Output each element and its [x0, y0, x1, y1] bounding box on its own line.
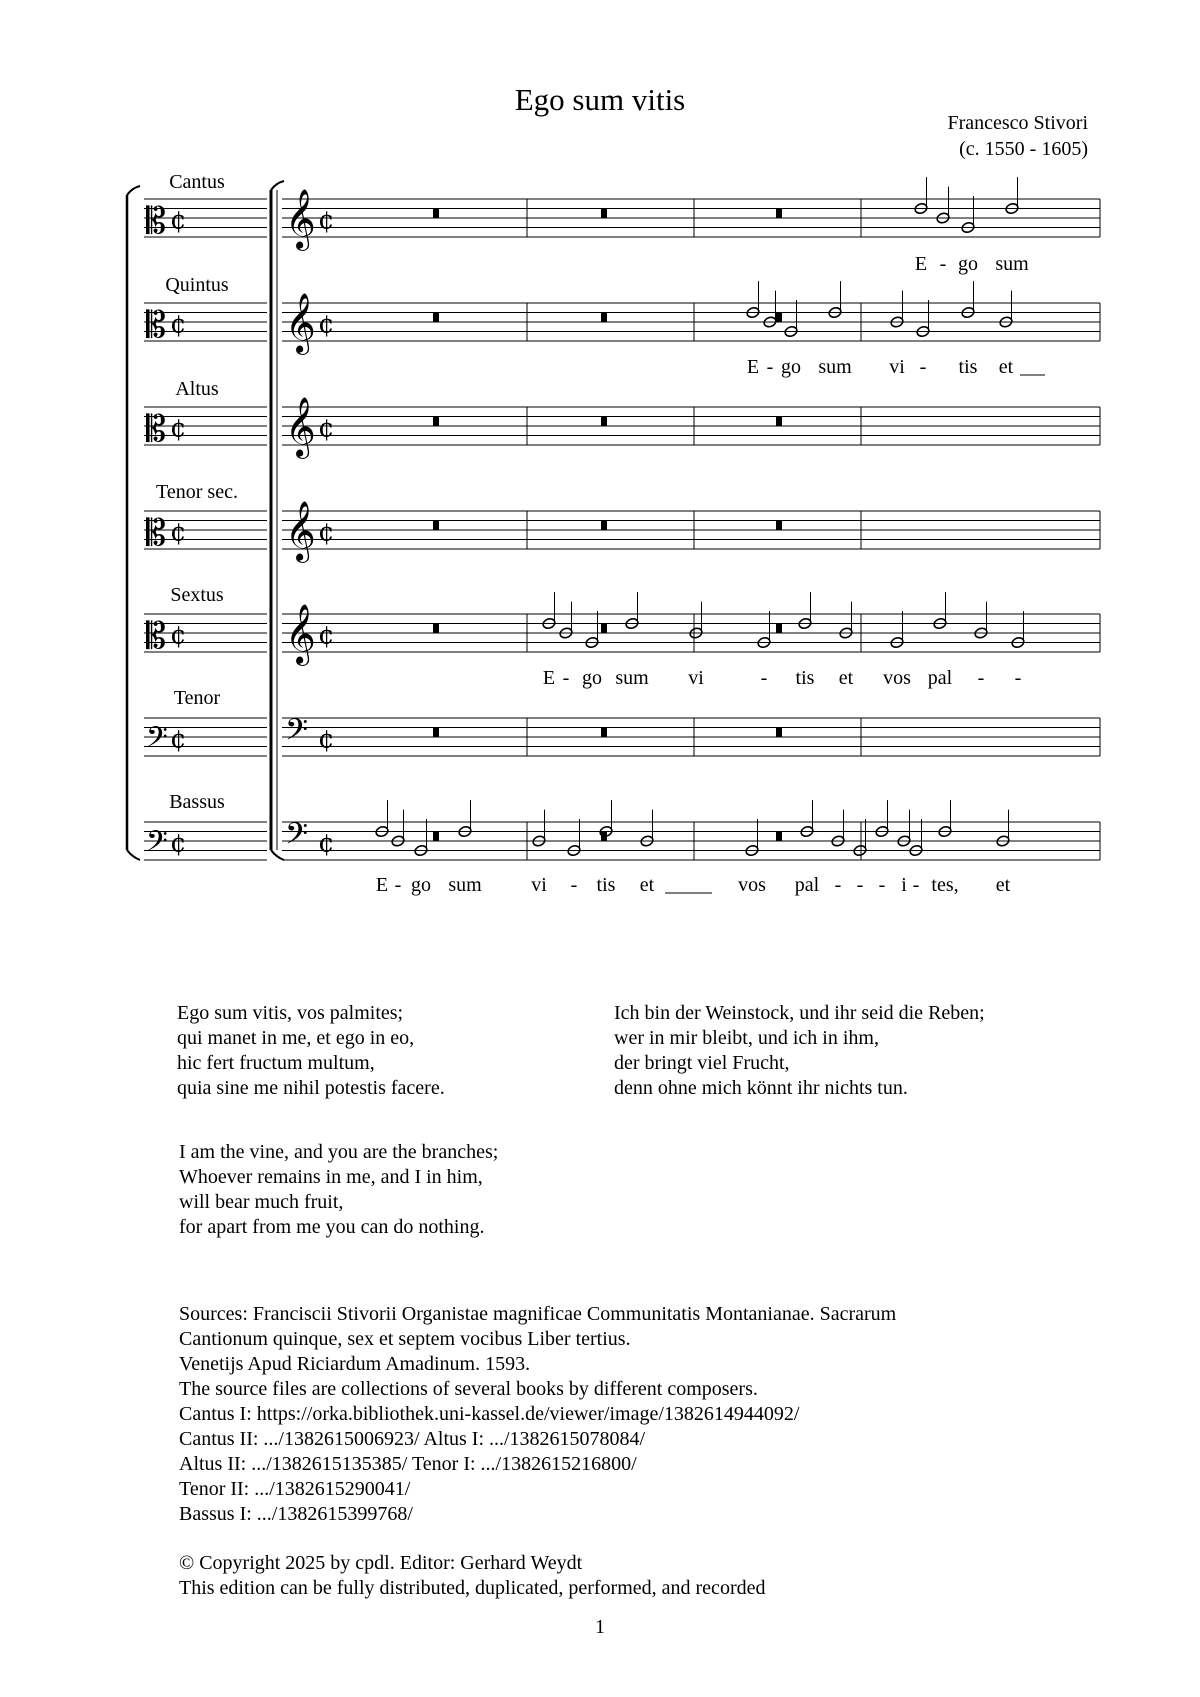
lyric-syllable: sum [995, 253, 1029, 275]
voice-label: Bassus [169, 791, 225, 813]
sources-line: Bassus I: .../1382615399768/ [179, 1503, 413, 1525]
lyric-syllable: - [394, 874, 402, 896]
rest-icon [433, 313, 439, 323]
lyric-syllable: tis [596, 874, 616, 896]
rest-icon [776, 209, 782, 219]
english-text [179, 1140, 498, 1240]
lyric-syllable: vos [738, 874, 766, 896]
voice-label: Altus [175, 378, 219, 400]
alto-clef-icon: 𝄡 [146, 616, 167, 658]
treble-clef-icon: 𝄞 [285, 501, 316, 562]
lyric-syllable: - [939, 253, 947, 275]
cut-time-icon: ¢ [318, 620, 335, 651]
sources-line: The source files are collections of several books by different composers. [179, 1378, 758, 1400]
cut-time-icon: ¢ [170, 517, 187, 548]
rest-icon [433, 417, 439, 427]
lyric-syllable: - [878, 874, 886, 896]
lyric-syllable: - [977, 667, 985, 689]
rest-icon [601, 521, 607, 531]
rest-icon [776, 417, 782, 427]
page-number: 1 [595, 1616, 605, 1638]
latin-line: hic fert fructum multum, [177, 1052, 375, 1074]
lyric-syllable: sum [615, 667, 649, 689]
english-line: for apart from me you can do nothing. [179, 1216, 485, 1238]
bass-clef-icon: 𝄢 [285, 817, 309, 859]
latin-text [177, 1001, 445, 1101]
sources-line: Cantionum quinque, sex et septem vocibus Liber tertius. [179, 1328, 631, 1350]
cut-time-icon: ¢ [170, 413, 187, 444]
lyric-syllable: et [995, 874, 1011, 896]
treble-clef-icon: 𝄞 [285, 397, 316, 458]
treble-clef-icon: 𝄞 [285, 604, 316, 665]
rest-icon [433, 728, 439, 738]
rest-icon [776, 832, 782, 842]
english-line: Whoever remains in me, and I in him, [179, 1166, 483, 1188]
alto-clef-icon: 𝄡 [146, 201, 167, 243]
lyric-syllable: tis [958, 356, 978, 378]
rest-icon [433, 521, 439, 531]
lyric-syllable: - [570, 874, 578, 896]
cut-time-icon: ¢ [170, 828, 187, 859]
lyric-syllable: - [919, 356, 927, 378]
rest-icon [601, 624, 607, 634]
latin-line: Ego sum vitis, vos palmites; [177, 1002, 404, 1024]
lyric-syllable: E [542, 667, 556, 689]
lyric-syllable: sum [448, 874, 482, 896]
lyric-syllable: pal [794, 874, 820, 896]
lyric-syllable: E [746, 356, 760, 378]
voice-label: Tenor sec. [156, 481, 238, 503]
treble-clef-icon: 𝄞 [285, 293, 316, 354]
lyric-syllable: go [781, 356, 801, 378]
cut-time-icon: ¢ [318, 413, 335, 444]
rest-icon [433, 832, 439, 842]
cut-time-icon: ¢ [318, 205, 335, 236]
rest-icon [776, 624, 782, 634]
sources-line: Tenor II: .../1382615290041/ [179, 1478, 411, 1500]
cut-time-icon: ¢ [318, 309, 335, 340]
cut-time-icon: ¢ [318, 828, 335, 859]
lyric-syllable: - [1014, 667, 1022, 689]
lyric-syllable: et [998, 356, 1014, 378]
copyright-block [179, 1551, 765, 1601]
rest-icon [601, 417, 607, 427]
cut-time-icon: ¢ [318, 724, 335, 755]
lyric-syllable: - [562, 667, 570, 689]
rest-icon [776, 728, 782, 738]
lyric-syllable: pal [927, 667, 953, 689]
lyric-syllable: vi [889, 356, 905, 378]
bass-clef-icon: 𝄢 [146, 825, 168, 866]
rest-icon [776, 521, 782, 531]
sources-line: Cantus II: .../1382615006923/ Altus I: .../1382615078084/ [179, 1428, 646, 1450]
voice-label: Cantus [169, 171, 225, 193]
voice-label: Sextus [170, 584, 224, 606]
german-line: der bringt viel Frucht, [614, 1052, 790, 1074]
rest-icon [601, 209, 607, 219]
lyric-syllable: et [639, 874, 655, 896]
latin-line: qui manet in me, et ego in eo, [177, 1027, 415, 1049]
lyric-syllable: vi [688, 667, 704, 689]
lyric-syllable: sum [818, 356, 852, 378]
english-line: I am the vine, and you are the branches; [179, 1141, 499, 1163]
lyric-syllable: - [856, 874, 864, 896]
lyric-syllable: - [760, 667, 768, 689]
latin-line: quia sine me nihil potestis facere. [177, 1077, 445, 1099]
bass-clef-icon: 𝄢 [146, 721, 168, 762]
german-line: wer in mir bleibt, und ich in ihm, [614, 1027, 879, 1049]
composer-dates: (c. 1550 - 1605) [959, 138, 1088, 160]
cut-time-icon: ¢ [170, 205, 187, 236]
lyric-syllable: tis [795, 667, 815, 689]
bass-clef-icon: 𝄢 [285, 713, 309, 755]
lyric-syllable: E [375, 874, 389, 896]
rest-icon [601, 313, 607, 323]
composer-name: Francesco Stivori [947, 112, 1088, 134]
lyric-syllable: go [411, 874, 431, 896]
sources-block [179, 1302, 896, 1527]
lyric-syllable: i [901, 874, 907, 896]
cut-time-icon: ¢ [170, 620, 187, 651]
german-line: denn ohne mich könnt ihr nichts tun. [614, 1077, 908, 1099]
voice-label: Quintus [165, 274, 229, 296]
lyric-syllable: go [958, 253, 978, 275]
lyric-syllable: E [914, 253, 928, 275]
copyright-line: This edition can be fully distributed, duplicated, performed, and recorded [179, 1577, 766, 1599]
english-line: will bear much fruit, [179, 1191, 344, 1213]
sources-line: Cantus I: https://orka.bibliothek.uni-kassel.de/viewer/image/1382614944092/ [179, 1403, 800, 1425]
cut-time-icon: ¢ [170, 309, 187, 340]
lyric-syllable: - [912, 874, 920, 896]
treble-clef-icon: 𝄞 [285, 189, 316, 250]
rest-icon [433, 209, 439, 219]
cut-time-icon: ¢ [170, 724, 187, 755]
page-title: Ego sum vitis [514, 82, 686, 117]
cut-time-icon: ¢ [318, 517, 335, 548]
lyric-syllable: - [766, 356, 774, 378]
lyric-syllable: et [838, 667, 854, 689]
lyric-syllable: tes, [931, 874, 959, 896]
alto-clef-icon: 𝄡 [146, 409, 167, 451]
german-line: Ich bin der Weinstock, und ihr seid die Reben; [614, 1002, 985, 1024]
german-text [614, 1001, 985, 1101]
rest-icon [601, 728, 607, 738]
lyric-syllable: - [834, 874, 842, 896]
sources-line: Altus II: .../1382615135385/ Tenor I: .../1382615216800/ [179, 1453, 637, 1475]
sources-line: Venetijs Apud Riciardum Amadinum. 1593. [179, 1353, 531, 1375]
sources-line: Sources: Franciscii Stivorii Organistae magnificae Communitatis Montanianae. Sacrarum [179, 1303, 897, 1325]
rest-icon [776, 313, 782, 323]
lyric-syllable: vos [883, 667, 911, 689]
alto-clef-icon: 𝄡 [146, 513, 167, 555]
lyric-syllable: vi [531, 874, 547, 896]
copyright-line: © Copyright 2025 by cpdl. Editor: Gerhard Weydt [179, 1552, 583, 1574]
voice-label: Tenor [173, 687, 221, 709]
alto-clef-icon: 𝄡 [146, 305, 167, 347]
lyric-syllable: go [582, 667, 602, 689]
rest-icon [433, 624, 439, 634]
